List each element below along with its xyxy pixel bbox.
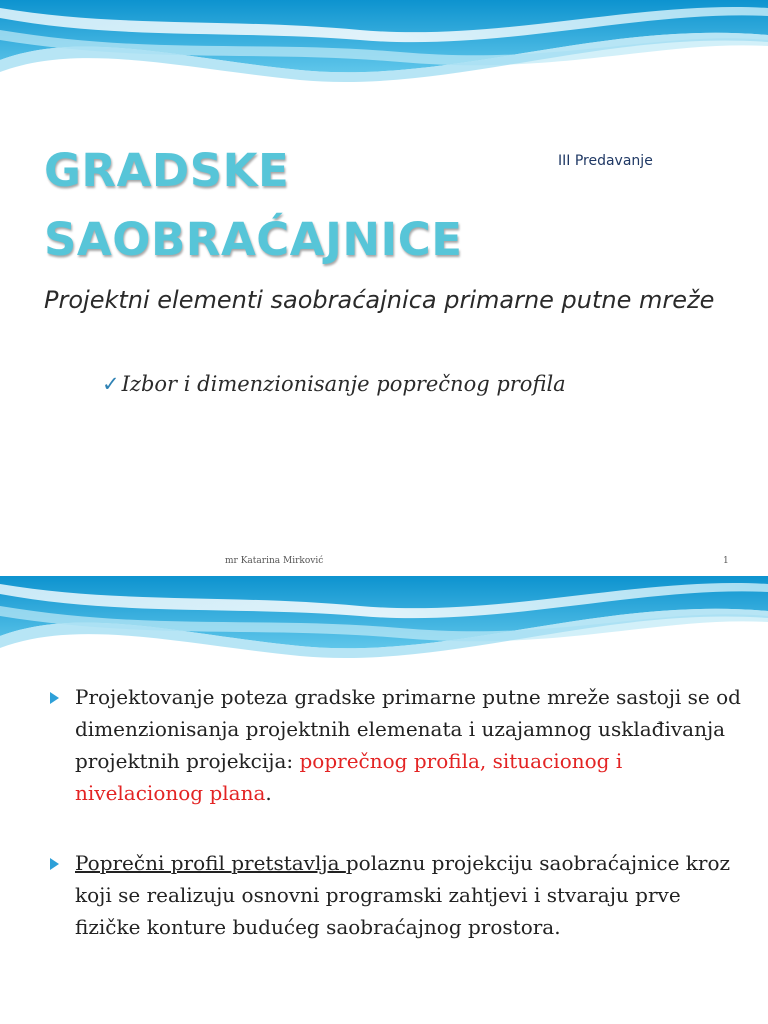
slide-title: [44, 136, 463, 274]
slide-subtitle: Projektni elementi saobraćajnica primarne putne mreže: [44, 286, 715, 314]
bullet-1-text: Projektovanje poteza gradske primarne putne mreže sastoji se od dimenzionisanja projektnih elemenata i uzajamnog usklađivanja projektnih projekcija:: [75, 685, 741, 773]
footer-author: mr Katarina Mirković: [225, 556, 324, 566]
arrow-bullet-icon: [50, 858, 59, 870]
bullet-1-highlight: poprečnog profila, situacionog i nivelacionog plana: [75, 749, 623, 805]
wave-header-decoration: [0, 0, 768, 100]
title-line-1: GRADSKE: [44, 144, 290, 197]
wave-header-decoration: [0, 576, 768, 676]
bullet-1-end: .: [265, 781, 272, 805]
arrow-bullet-icon: [50, 692, 59, 704]
bullet-item-2: [48, 847, 748, 943]
footer-page-number: 1: [723, 556, 729, 566]
bullet-2-underlined: Poprečni profil pretstavlja: [75, 851, 346, 875]
bullet-item-1: [48, 681, 748, 809]
subtopic-text: Izbor i dimenzionisanje poprečnog profila: [121, 372, 566, 396]
bullet-2-text: polaznu projekciju saobraćajnice kroz koji se realizuju osnovni programski zahtjevi i stvaraju prve fizičke konture budućeg saobraćajnog prostora.: [75, 851, 731, 939]
title-line-2: SAOBRAĆAJNICE: [44, 213, 463, 266]
slide-2: [0, 576, 768, 1024]
subtopic-item: [102, 372, 566, 396]
bullet-list: [48, 681, 748, 943]
checkmark-icon: ✓: [102, 372, 120, 396]
lecture-label: III Predavanje: [558, 153, 653, 169]
